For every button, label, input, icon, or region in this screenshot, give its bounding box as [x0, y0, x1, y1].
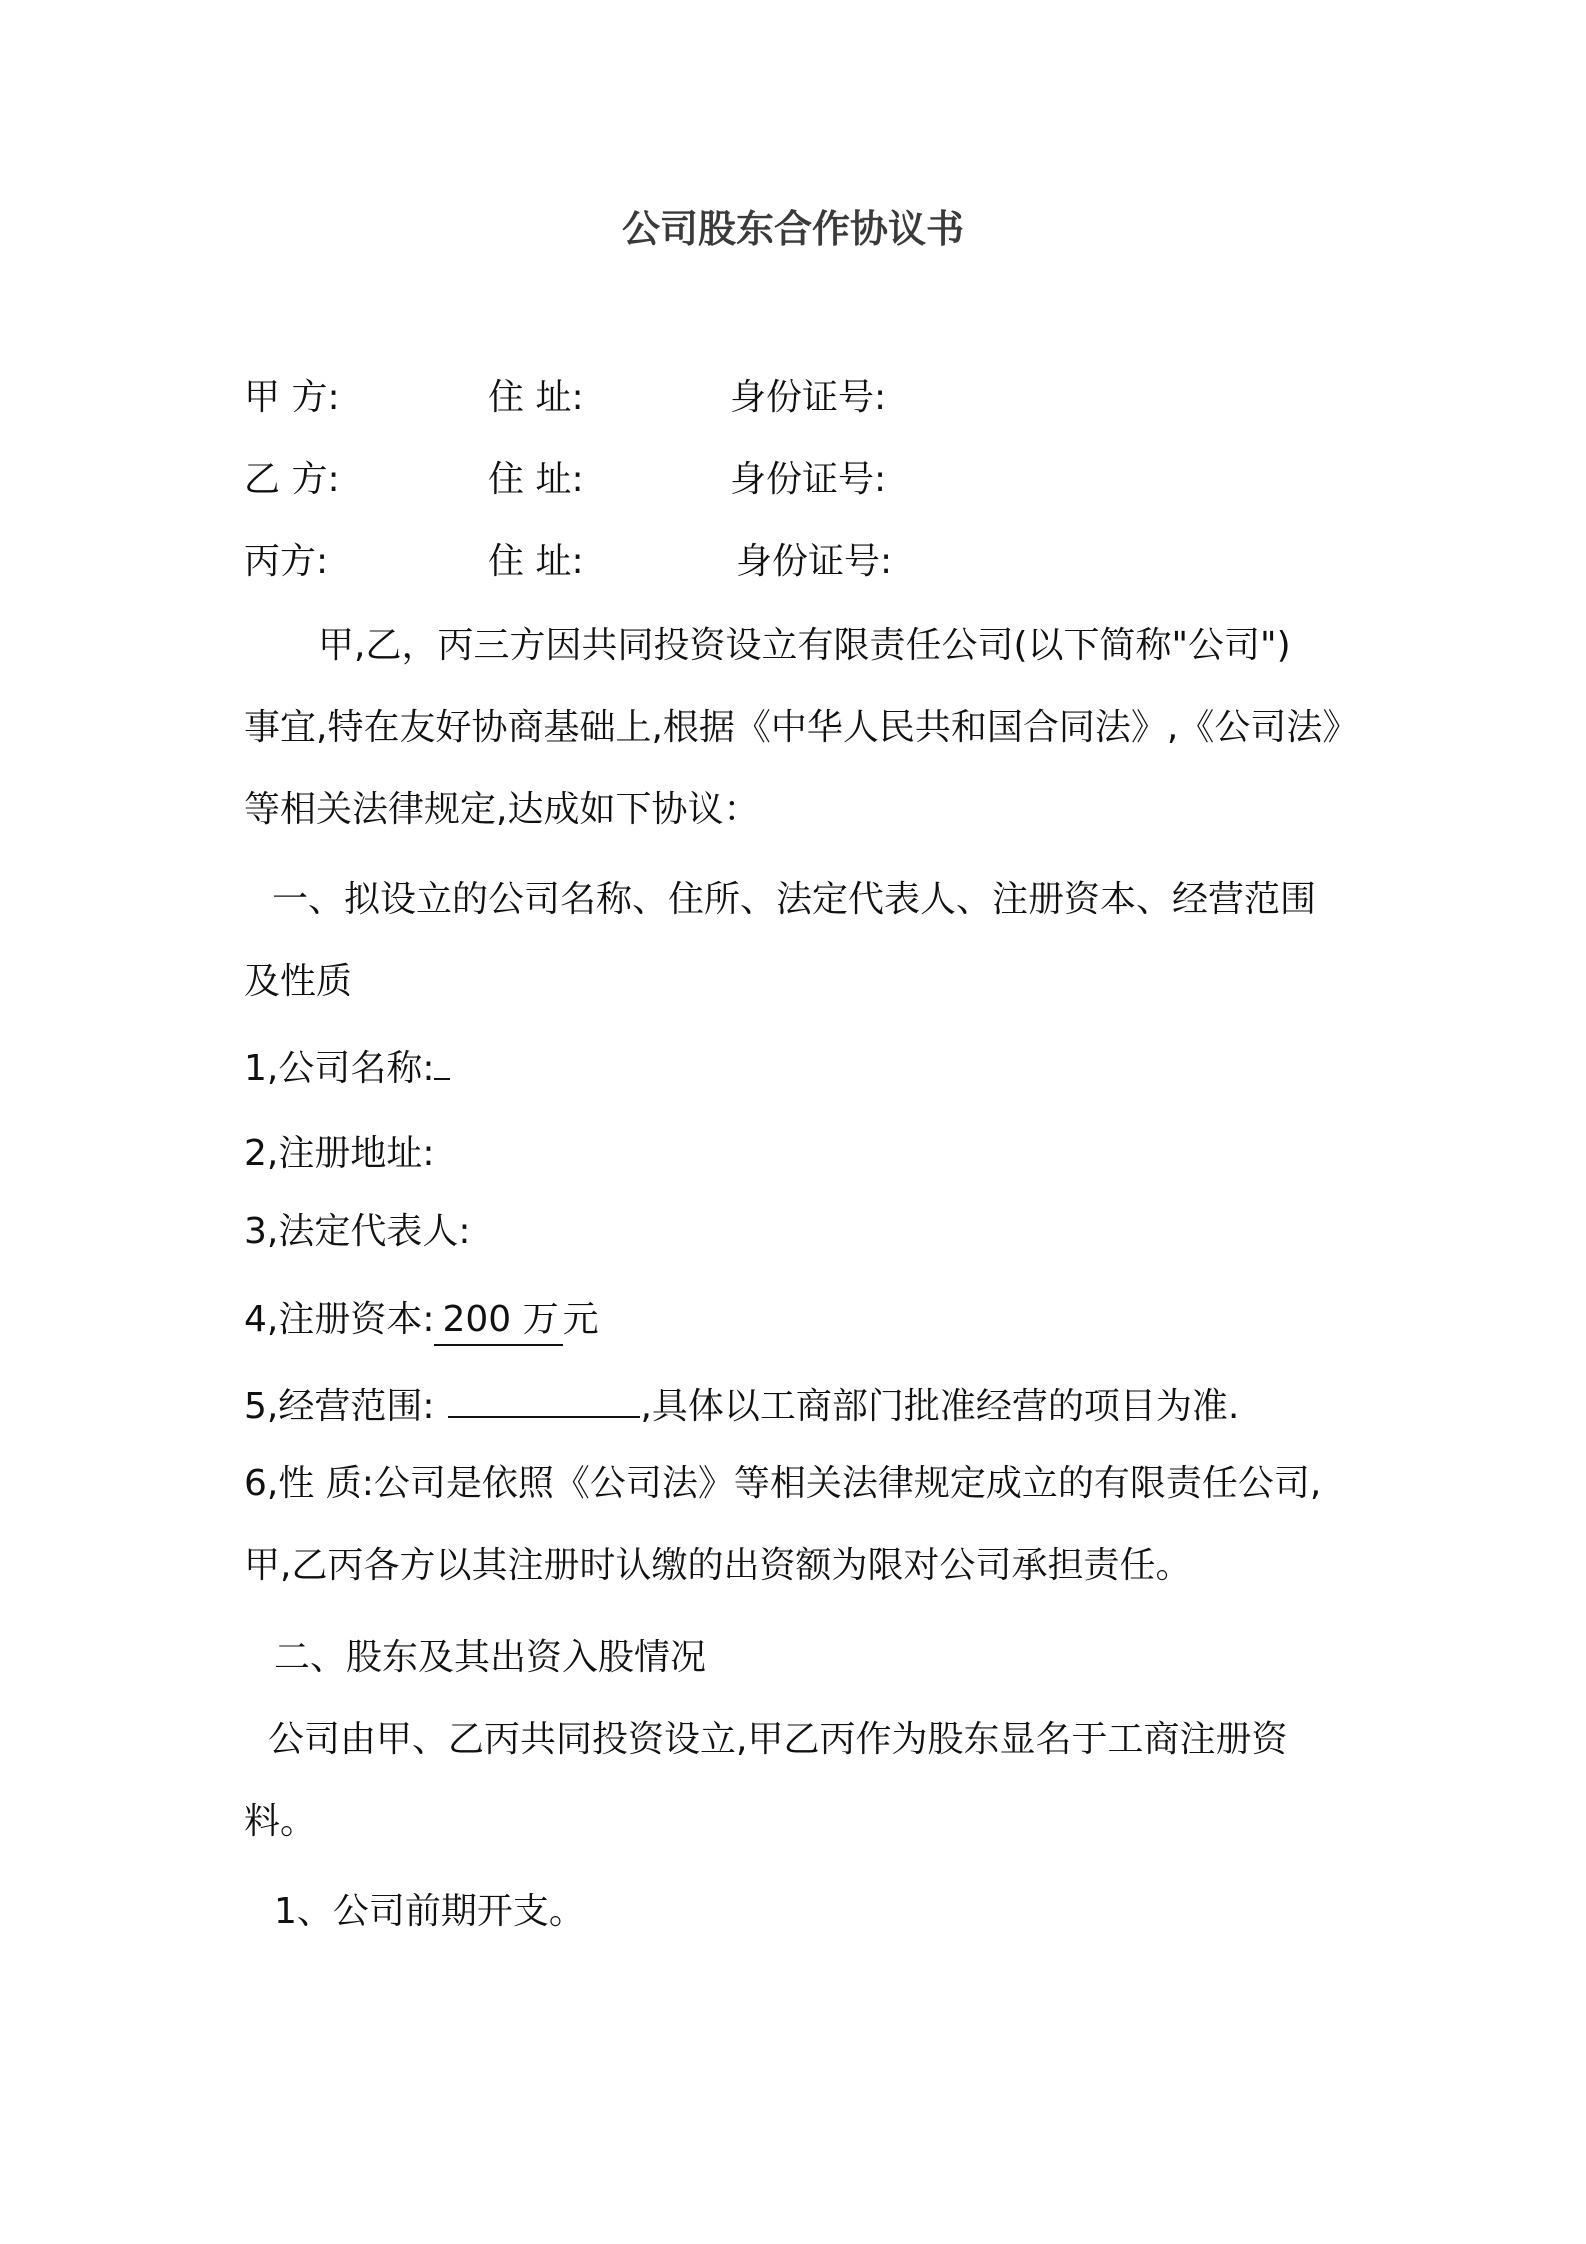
intro-line-3: 等相关法律规定,达成如下协议： — [244, 789, 760, 830]
address-label: 住 址: — [488, 377, 584, 418]
intro-line-1: 甲,乙，丙三方因共同投资设立有限责任公司(以下简称"公司") — [318, 625, 1291, 666]
registered-address-item: 2,注册地址: — [244, 1133, 435, 1174]
party-row-c — [244, 540, 1344, 584]
section2-heading: 二、股东及其出资入股情况 — [274, 1637, 707, 1678]
company-name-item — [244, 1044, 450, 1091]
id-label: 身份证号: — [730, 377, 887, 418]
party-row-a — [244, 376, 1344, 420]
id-label: 身份证号: — [736, 541, 893, 582]
registered-capital-item — [244, 1298, 599, 1346]
registered-capital-value: 200 万 — [434, 1298, 562, 1346]
address-label: 住 址: — [488, 459, 584, 500]
id-label: 身份证号: — [730, 459, 887, 500]
party-label: 乙 方: — [244, 459, 340, 500]
party-row-b — [244, 458, 1344, 502]
section2-para-line-1: 公司由甲、乙丙共同投资设立,甲乙丙作为股东显名于工商注册资 — [268, 1719, 1288, 1760]
business-scope-label: 5,经营范围: — [244, 1386, 435, 1427]
party-label: 甲 方: — [244, 377, 340, 418]
party-label: 丙方: — [244, 541, 329, 582]
section1-heading-line-2: 及性质 — [244, 961, 353, 1002]
business-scope-item — [244, 1382, 1239, 1429]
document-title: 公司股东合作协议书 — [621, 207, 964, 251]
nature-line-1: 6,性 质:公司是依照《公司法》等相关法律规定成立的有限责任公司, — [244, 1463, 1322, 1504]
company-name-blank — [434, 1044, 450, 1080]
legal-representative-item: 3,法定代表人: — [244, 1211, 471, 1252]
business-scope-blank — [448, 1382, 640, 1418]
registered-capital-label: 4,注册资本: — [244, 1299, 435, 1340]
business-scope-rest: ,具体以工商部门批准经营的项目为准. — [640, 1386, 1240, 1427]
section2-sub-item-1: 1、公司前期开支。 — [274, 1891, 585, 1932]
section2-para-line-2: 料。 — [244, 1801, 317, 1842]
registered-capital-unit: 元 — [562, 1299, 599, 1340]
company-name-label: 1,公司名称: — [244, 1048, 435, 1089]
intro-line-2: 事宜,特在友好协商基础上,根据《中华人民共和国合同法》,《公司法》 — [244, 707, 1359, 748]
address-label: 住 址: — [488, 541, 584, 582]
nature-line-2: 甲,乙丙各方以其注册时认缴的出资额为限对公司承担责任。 — [244, 1545, 1192, 1586]
section1-heading-line-1: 一、拟设立的公司名称、住所、法定代表人、注册资本、经营范围 — [272, 879, 1317, 920]
